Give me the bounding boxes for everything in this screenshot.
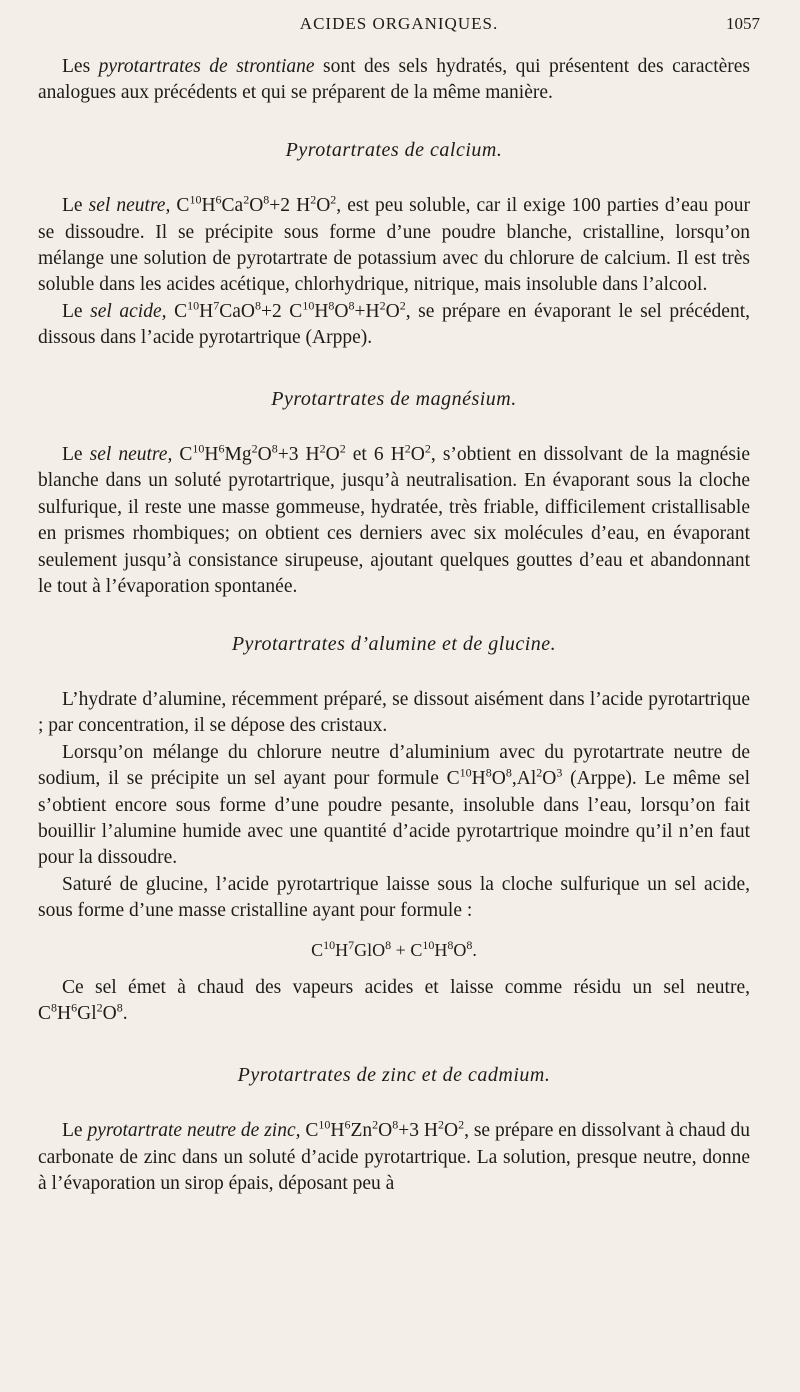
text-run: Les [62,56,99,77]
page-number: 1057 [726,14,760,33]
calcium-neutral-paragraph [38,193,750,299]
text-run: , est peu soluble, car il exige 100 parties d’eau pour se dissoudre. Il se précipite sous forme d’une poudre blanche, cristalline, lorsqu’on mélange une solution de pyrotartrate de potassium avec du chlorure de calcium. Il est très soluble dans les acides acétique, chlorhydrique, nitrique, mais insoluble dans l’alcool. [38,195,750,296]
italic-term: sel neutre, [89,444,173,466]
text-run: , se prépare en dissolvant à chaud du carbonate de zinc dans un soluté d’acide pyrotartrique. La solution, presque neutre, donne à l’évaporation un sirop épais, déposant peu à [38,1120,750,1194]
text-run: (Arppe). Le même sel s’obtient encore sous forme d’une poudre pesante, insoluble dans l’eau, lorsqu’on fait bouillir l’alumine humide avec une quantité d’acide pyrotartrique moindre qu’il n’en faut pour la dissoudre. [38,768,750,869]
intro-paragraph [38,54,750,107]
running-title: ACIDES ORGANIQUES. [299,14,499,33]
section-title-zinc: Pyrotartrates de zinc et de cadmium. [237,1063,551,1086]
chemical-formula: $C^{10}H^6Ca^2O^8+2$ $H^2O^2$ [176,192,337,217]
magnesium-neutral-paragraph [38,442,750,600]
glucine-paragraph: Saturé de glucine, l’acide pyrotartrique laisse sous la cloche sulfurique un sel acide, sous forme d’une masse cristalline ayant pour formule : [38,873,750,922]
calcium-acid-paragraph [38,299,750,352]
chemical-formula: $C^{10}H^6Zn^2O^8+3$ $H^2O^2$ [305,1117,465,1142]
text-run: , s’obtient en dissolvant de la magnésie blanche dans un soluté pyrotartrique, jusqu’à neutralisation. En évaporant sous la cloche sulfurique, il reste une masse gommeuse, hydratée, très friable, difficilement cristallisable en prismes rhombiques; on obtient ces derniers avec six molécules d’eau, en évaporant seulement jusqu’à consistance sirupeuse, ajoutant quelques gouttes d’eau et abandonnant le tout à l’évaporation spontanée. [38,444,750,598]
section-title-calcium: Pyrotartrates de calcium. [285,138,503,161]
text-run: Le [62,300,91,322]
text-run: , se prépare en évaporant le sel précédent, dissous dans l’acide pyrotartrique (Arppe). [38,300,751,349]
italic-term: sel neutre, [88,195,171,217]
page-body [38,54,750,1197]
text-run: . [122,1003,128,1025]
text-run: Le [62,444,90,466]
zinc-neutral-paragraph [38,1118,750,1197]
text-run: Le [62,195,89,217]
italic-term: pyrotartrate neutre de zinc, [87,1120,301,1142]
section-title-magnesium: Pyrotartrates de magnésium. [271,387,517,410]
text-run: Lorsqu’on mélange du chlorure neutre d’aluminium avec du pyrotartrate neutre de sodium, il se précipite un sel ayant pour formule [38,741,750,790]
section-title-alumine: Pyrotartrates d’alumine et de glucine. [231,632,557,655]
formula-block [38,937,750,963]
text-run: sont des sels hydratés, qui présentent des caractères analogues aux précédents et qui se préparent de la même manière. [38,56,751,104]
page-header [38,14,760,40]
text-run: Ce sel émet à chaud des vapeurs acides et laisse comme résidu un sel neutre, [62,976,750,998]
chemical-formula: $C^{10}H^6Mg^2O^8+3$ $H^2O^2$ et 6 $H^2O^2$ [179,441,431,466]
alumine-paragraph-1: L’hydrate d’alumine, récemment préparé, se dissout aisément dans l’acide pyrotartrique ; par concentration, il se dépose des cristaux. [38,688,750,737]
chemical-formula: $C^{10}H^7CaO^8+2$ $C^{10}H^8O^8+H^2O^2$ [174,298,406,322]
chemical-formula: $C^{10}H^8O^8,Al^2O^3$ [446,765,563,790]
italic-term: sel acide, [90,300,167,322]
italic-term: pyrotartrates de strontiane [98,56,315,77]
glucine-residue-paragraph [38,975,750,1028]
text-run: Le [62,1120,88,1142]
chemical-formula: $C^8H^6Gl^2O^8$ [38,1000,123,1025]
chemical-formula: $C^{10}H^7GlO^8 + C^{10}H^8O^8$. [311,937,477,960]
alumine-paragraph-2 [38,740,750,872]
